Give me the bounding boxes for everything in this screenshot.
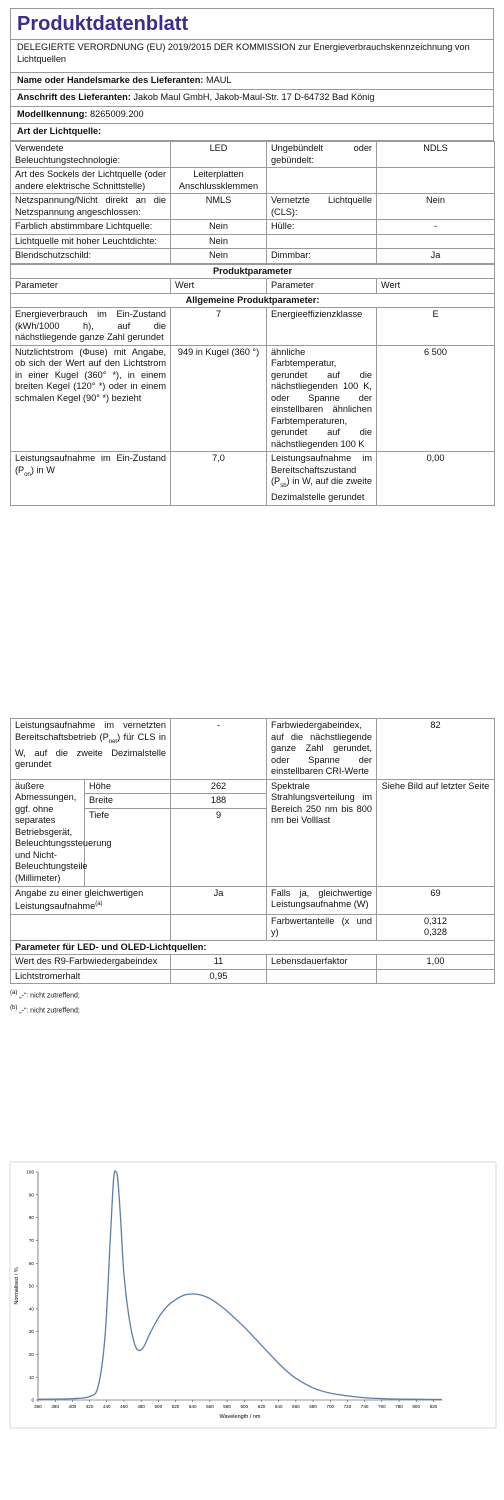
parameter-label: Nutzlichtstrom (Φuse) mit Angabe, ob sich der Wert auf den Lichtstrom in einer Kugel (360° *), in einem breiten Kegel (120° *) oder in einem schmalen Kegel (90° *) bezieht xyxy=(11,345,171,452)
power-on-value: 7,0 xyxy=(171,452,267,506)
type-label-2: Vernetzte Lichtquelle (CLS): xyxy=(267,194,377,220)
x-tick-label: 600 xyxy=(240,1404,249,1409)
equivalent-power-value: Ja xyxy=(171,886,267,914)
x-tick-label: 480 xyxy=(137,1404,145,1409)
parameter-value-2: E xyxy=(377,308,495,346)
type-value-2: Nein xyxy=(377,194,495,220)
x-tick-label: 780 xyxy=(395,1404,403,1409)
product-parameters-table xyxy=(10,264,495,506)
table-row xyxy=(11,249,495,264)
col-header-parameter: Parameter xyxy=(11,279,171,294)
table-row xyxy=(11,220,495,235)
type-label-2: Ungebündelt oder gebündelt: xyxy=(267,142,377,168)
dimension-height-value: 262 xyxy=(171,779,267,794)
type-value-2 xyxy=(377,168,495,194)
y-tick-label: 80 xyxy=(28,1215,34,1221)
equivalent-power-label: Angabe zu einer gleichwertigen Leistungsaufnahme$^{(a)}$ xyxy=(11,886,171,914)
y-tick-label: 100 xyxy=(26,1169,34,1175)
power-on-label: Leistungsaufnahme im Ein-Zustand $(P_{on})$ in W xyxy=(11,452,171,506)
power-network-standby-label: Leistungsaufnahme im vernetzten Bereitschaftsbetrieb $(P_{net})$ für CLS in W, auf die zweite Dezimalstelle gerundet xyxy=(11,719,171,780)
type-label-2 xyxy=(267,168,377,194)
model-label: Modellkennung: xyxy=(17,109,88,119)
y-tick-label: 60 xyxy=(28,1260,34,1266)
light-source-type-table xyxy=(10,141,495,264)
footnote-b: $^{(b)}$ „-“: nicht zutreffend; xyxy=(10,1005,80,1015)
col-header-value-2: Wert xyxy=(377,279,495,294)
y-tick-label: 70 xyxy=(28,1238,34,1243)
power-standby-label: Leistungsaufnahme im Bereitschaftszustand $(P_{sb})$ in W, auf die zweite Dezimalstelle gerundet xyxy=(267,452,377,506)
model-id: 8265009.200 xyxy=(90,109,144,119)
page-title: Produktdatenblatt xyxy=(17,13,189,35)
x-tick-label: 800 xyxy=(412,1404,421,1409)
type-label-2: Dimmbar: xyxy=(267,249,377,264)
dimension-width-label: Breite xyxy=(85,794,171,809)
empty-cell xyxy=(11,914,171,940)
type-label: Lichtquelle mit hoher Leuchtdichte: xyxy=(11,234,171,249)
x-tick-label: 520 xyxy=(171,1404,180,1409)
x-tick-label: 620 xyxy=(257,1404,266,1409)
type-value-2: - xyxy=(377,220,495,235)
empty-cell xyxy=(267,969,377,984)
x-tick-label: 820 xyxy=(429,1404,438,1409)
model-row xyxy=(10,107,494,124)
y-tick-label: 90 xyxy=(28,1192,34,1198)
x-tick-label: 440 xyxy=(102,1404,111,1409)
type-label: Blendschutzschild: xyxy=(11,249,171,264)
survival-factor-label: Lebensdauerfaktor xyxy=(267,955,377,970)
power-network-standby-value: - xyxy=(171,719,267,780)
chromaticity-value: 0,312 0,328 xyxy=(377,914,495,940)
r9-label: Wert des R9-Farbwiedergabeindex xyxy=(11,955,171,970)
empty-cell xyxy=(171,914,267,940)
col-header-value: Wert xyxy=(171,279,267,294)
chart-frame xyxy=(10,1162,496,1428)
y-axis-label: Normalised / % xyxy=(14,1267,20,1305)
footnotes xyxy=(10,987,494,1018)
type-value-2: Ja xyxy=(377,249,495,264)
type-label: Farblich abstimmbare Lichtquelle: xyxy=(11,220,171,235)
product-parameters-header: Produktparameter xyxy=(11,264,495,279)
x-axis-label: Wavelength / nm xyxy=(219,1414,261,1420)
x-tick-label: 660 xyxy=(292,1404,300,1409)
empty-cell xyxy=(377,969,495,984)
supplier-address: Jakob Maul GmbH, Jakob-Maul-Str. 17 D-64732 Bad König xyxy=(133,92,375,102)
parameter-value: 7 xyxy=(171,308,267,346)
x-tick-label: 380 xyxy=(51,1404,60,1409)
y-tick-label: 50 xyxy=(28,1283,34,1289)
type-value-2: NDLS xyxy=(377,142,495,168)
spectral-distribution-label: Spektrale Strahlungsverteilung im Bereich 250 nm bis 800 nm bei Volllast xyxy=(267,779,377,886)
table-row xyxy=(11,234,495,249)
x-tick-label: 500 xyxy=(154,1404,163,1409)
supplier-name-label: Name oder Handelsmarke des Lieferanten: xyxy=(17,75,204,85)
data-sheet-page-2 xyxy=(10,718,494,1018)
y-tick-label: 40 xyxy=(28,1306,34,1312)
spectral-distribution-value: Siehe Bild auf letzter Seite xyxy=(377,779,495,886)
light-source-type-label: Art der Lichtquelle: xyxy=(10,124,494,141)
table-row xyxy=(11,308,495,346)
table-row xyxy=(11,194,495,220)
x-tick-label: 720 xyxy=(343,1404,352,1409)
dimension-depth-value: 9 xyxy=(171,808,267,886)
type-label-2: Hülle: xyxy=(267,220,377,235)
table-row xyxy=(11,168,495,194)
led-parameters-header: Parameter für LED- und OLED-Lichtquellen: xyxy=(11,940,495,955)
supplier-name: MAUL xyxy=(205,75,232,85)
dimension-depth-label: Tiefe xyxy=(85,808,171,886)
type-value: Nein xyxy=(171,220,267,235)
equivalent-power-watt-value: 69 xyxy=(377,886,495,914)
table-row xyxy=(11,142,495,168)
equivalent-power-watt-label: Falls ja, gleichwertige Leistungsaufnahme (W) xyxy=(267,886,377,914)
cri-label: Farbwiedergabeindex, auf die nächstliegende ganze Zahl gerundet, oder Spanne der einstellbaren CRI-Werte xyxy=(267,719,377,780)
lumen-maintenance-label: Lichtstromerhalt xyxy=(11,969,171,984)
supplier-name-row xyxy=(10,73,494,90)
x-tick-label: 580 xyxy=(223,1404,231,1409)
survival-factor-value: 1,00 xyxy=(377,955,495,970)
dimension-height-label: Höhe xyxy=(85,779,171,794)
y-tick-label: 0 xyxy=(31,1397,34,1403)
x-tick-label: 700 xyxy=(326,1404,335,1409)
supplier-address-row xyxy=(10,90,494,107)
x-tick-label: 460 xyxy=(120,1404,128,1409)
dimensions-label: äußere Abmessungen, ggf. ohne separates Betriebsgerät, Beleuchtungssteuerung und Nicht-Beleuchtungsteile (Millimeter) xyxy=(11,779,85,886)
y-tick-label: 20 xyxy=(28,1352,34,1357)
type-value: Nein xyxy=(171,249,267,264)
x-tick-label: 420 xyxy=(85,1404,94,1409)
x-tick-label: 640 xyxy=(274,1404,283,1409)
x-tick-label: 400 xyxy=(68,1404,77,1409)
x-tick-label: 360 xyxy=(34,1404,42,1409)
footnote-a: $^{(a)}$ „-“: nicht zutreffend; xyxy=(10,990,80,1000)
parameter-label: Energieverbrauch im Ein-Zustand (kWh/1000 h), auf die nächstliegende ganze Zahl gerundet xyxy=(11,308,171,346)
general-parameters-header: Allgemeine Produktparameter: xyxy=(11,293,495,308)
product-parameters-table-cont xyxy=(10,718,495,984)
r9-value: 11 xyxy=(171,955,267,970)
title-box xyxy=(10,8,494,40)
type-value: LED xyxy=(171,142,267,168)
type-value: Leiterplatten Anschlussklemmen xyxy=(171,168,267,194)
dimension-width-value: 188 xyxy=(171,794,267,809)
x-tick-label: 760 xyxy=(377,1404,386,1409)
type-label-2 xyxy=(267,234,377,249)
y-tick-label: 10 xyxy=(28,1374,34,1380)
parameter-label-2: Energieeffizienzklasse xyxy=(267,308,377,346)
y-tick-label: 30 xyxy=(28,1329,34,1335)
x-tick-label: 680 xyxy=(309,1404,317,1409)
product-data-sheet xyxy=(10,8,494,506)
supplier-address-label: Anschrift des Lieferanten: xyxy=(17,92,131,102)
spectral-distribution-chart xyxy=(8,1160,498,1430)
regulation-text: DELEGIERTE VERORDNUNG (EU) 2019/2015 DER KOMMISSION zur Energieverbrauchskennzeichnung von Lichtquellen xyxy=(10,40,494,73)
x-tick-label: 740 xyxy=(360,1404,369,1409)
parameter-label-2: ähnliche Farbtemperatur, gerundet auf die nächstliegenden 100 K, oder Spanne der einstellbaren ähnlichen Farbtemperaturen, gerundet auf die nächstliegenden 100 K xyxy=(267,345,377,452)
type-label: Netzspannung/Nicht direkt an die Netzspannung angeschlossen: xyxy=(11,194,171,220)
parameter-value-2: 6 500 xyxy=(377,345,495,452)
lumen-maintenance-value: 0,95 xyxy=(171,969,267,984)
col-header-parameter-2: Parameter xyxy=(267,279,377,294)
type-value-2 xyxy=(377,234,495,249)
x-tick-label: 560 xyxy=(206,1404,214,1409)
type-value: NMLS xyxy=(171,194,267,220)
type-label: Art des Sockels der Lichtquelle (oder andere elektrische Schnittstelle) xyxy=(11,168,171,194)
power-standby-value: 0,00 xyxy=(377,452,495,506)
type-label: Verwendete Beleuchtungstechnologie: xyxy=(11,142,171,168)
type-value: Nein xyxy=(171,234,267,249)
table-row xyxy=(11,345,495,452)
cri-value: 82 xyxy=(377,719,495,780)
chromaticity-label: Farbwertanteile (x und y) xyxy=(267,914,377,940)
parameter-value: 949 in Kugel (360 °) xyxy=(171,345,267,452)
x-tick-label: 540 xyxy=(188,1404,197,1409)
chart-border xyxy=(10,1162,496,1428)
